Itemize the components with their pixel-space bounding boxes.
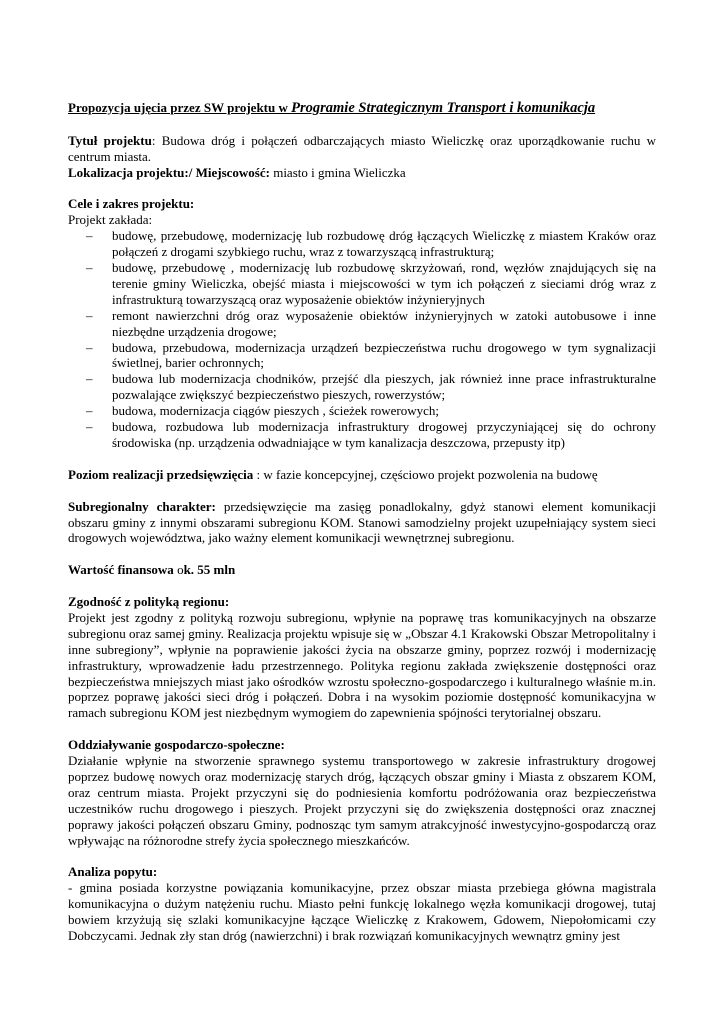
level-label: Poziom realizacji przedsięwzięcia bbox=[68, 466, 254, 482]
value-paragraph: Wartość finansowa ok. 55 mln bbox=[68, 562, 236, 578]
project-title-label: Tytuł projektu bbox=[68, 132, 152, 148]
subregional-paragraph bbox=[68, 499, 656, 547]
impact-text: Działanie wpłynie na stworzenie sprawnego systemu transportowego w zakresie infrastruktury drogowej poprzez budowę nowych oraz modernizację starych dróg, łączących obszar gminy i Miasta z obszarem KOM, oraz centrum miasta. Projekt przyczyni się do podniesienia komfortu podróżowania oraz bezpieczeństwa uczestników ruchu drogowego i pieszych. Projekt przyczyni się do zwiększenia dostępności oraz znacznej poprawy jakości połączeń obszaru Gminy, podnosząc tym samym atrakcyjność inwestycyjno-gospodarczą oraz wpływając na różnorodne strefy życia społecznego mieszkańców. bbox=[68, 753, 656, 848]
document-page bbox=[68, 100, 656, 944]
project-location-text: miasto i gmina Wieliczka bbox=[269, 164, 406, 180]
level-paragraph bbox=[68, 467, 656, 483]
demand-heading: Analiza popytu: bbox=[68, 864, 158, 880]
goals-item: – remont nawierzchni dróg oraz wyposażenie obiektów inżynieryjnych w zatoki autobusowe i inne niezbędne urządzenia drogowe; bbox=[86, 307, 656, 339]
value-amount: k. 55 mln bbox=[183, 562, 236, 578]
goals-item: – budowa, rozbudowa lub modernizacja infrastruktury drogowej przyczyniającej się do ochrony środowiska (np. urządzenia odwadniające w tym kanalizacja deszczowa, przepusty itp) bbox=[86, 419, 656, 450]
goals-intro: Projekt zakłada: bbox=[68, 212, 153, 228]
demand-text: - gmina posiada korzystne powiązania komunikacyjne, przez obszar miasta przebiega główna magistrala komunikacyjna o dużym natężeniu ruchu. Miasto pełni funkcję lokalnego węzła komunikacji drogowej, tutaj bowiem krzyżują się szlaki komunikacyjne łączące Wieliczkę z Krakowem, Gdowem, Niepołomicami czy Dobczycami. Jednak zły stan dróg (nawierzchni) i brak rozwiązań komunikacyjnych wewnątrz gminy jest bbox=[68, 880, 656, 943]
value-label: Wartość finansowa bbox=[68, 562, 174, 578]
project-location-label: Lokalizacja projektu:/ Miejscowość: bbox=[68, 164, 270, 180]
policy-text: Projekt jest zgodny z polityką rozwoju subregionu, wpłynie na poprawę tras komunikacyjnych na obszarze subregionu oraz samej gminy. Realizacja projektu wpisuje się w „Obszar 4.1 Krakowski Obszar Metropolitalny i inne subregiony”, wpłynie na poprawienie jakości życia na obszarze gminy, poprzez rozwój i modernizację infrastruktury, wprowadzenie ładu przestrzennego. Polityka regionu zakłada zwiększenie dostępności oraz bezpieczeństwa mniejszych miast jako ośrodków wzrostu społeczno-gospodarczego i kulturalnego właśnie m.in. poprzez poprawę jakości sieci dróg i połączeń. Dobra i na wysokim poziomie dostępność komunikacyjna w ramach subregionu KOM jest niezbędnym wymogiem do zapewnienia spójności terytorialnej obszaru. bbox=[68, 609, 656, 721]
subregional-text: przedsięwzięcie ma zasięg ponadlokalny, gdyż stanowi element komunikacji obszaru gminy z innymi obszarami subregionu KOM. Stanowi samodzielny projekt uzupełniający system sieci drogowych województwa, jako ważny element komunikacji wewnętrznej subregionu. bbox=[68, 498, 656, 546]
goals-item: – budowę, przebudowę, modernizację lub rozbudowę dróg łączących Wieliczkę z miastem Kraków oraz połączeń z drogami szybkiego ruchu, wraz z towarzyszącą infrastrukturą; bbox=[86, 228, 656, 260]
goals-item: – budowę, przebudowę , modernizację lub rozbudowę skrzyżowań, rond, węzłów znajdujących się na terenie gminy Wieliczka, obejść miasta i miejscowości w tym ich połączeń z sieciami dróg wraz z infrastrukturą towarzyszącą oraz wyposażenie obiektów inżynieryjnych bbox=[86, 260, 656, 307]
title-plain: Propozycja ujęcia przez SW projektu w bbox=[68, 100, 292, 115]
policy-heading: Zgodność z polityką regionu: bbox=[68, 594, 230, 609]
project-location-paragraph bbox=[68, 165, 656, 181]
goals-item: – budowa, modernizacja ciągów pieszych , ścieżek rowerowych; bbox=[86, 403, 440, 419]
project-title-paragraph bbox=[68, 133, 656, 165]
project-title-text: : Budowa dróg i połączeń odbarczających miasto Wieliczkę oraz uporządkowanie ruchu w centrum miasta. bbox=[68, 132, 657, 164]
subregional-label: Subregionalny charakter: bbox=[68, 498, 216, 514]
goals-item: – budowa lub modernizacja chodników, przejść dla pieszych, jak również inne prace infrastrukturalne pozwalające zwiększyć bezpieczeństwo pieszych, rowerzystów; bbox=[86, 371, 656, 403]
goals-list bbox=[68, 228, 656, 451]
title-italic: Programie Strategicznym Transport i komunikacja bbox=[291, 100, 596, 116]
level-text: : w fazie koncepcyjnej, częściowo projekt pozwolenia na budowę bbox=[253, 466, 598, 482]
document-title bbox=[68, 100, 656, 117]
goals-heading: Cele i zakres projektu: bbox=[68, 196, 195, 212]
impact-heading: Oddziaływanie gospodarczo-społeczne: bbox=[68, 737, 285, 753]
goals-item: – budowa, przebudowa, modernizacja urządzeń bezpieczeństwa ruchu drogowego w tym sygnalizacji świetlnej, barier ochronnych; bbox=[86, 339, 656, 371]
